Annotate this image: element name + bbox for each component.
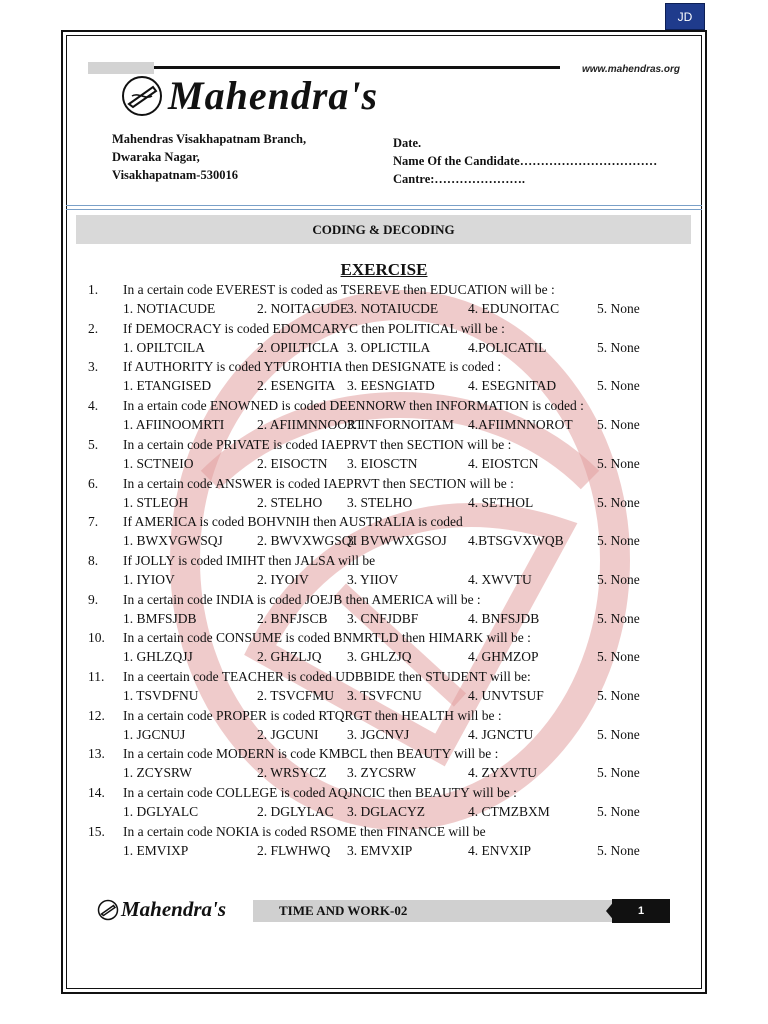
question-number: 7. — [88, 514, 99, 530]
pen-emblem-icon — [97, 899, 119, 921]
divider — [66, 205, 702, 206]
answer-option: 3. TSVFCNU — [347, 688, 422, 703]
answer-option: 2. JGCUNI — [257, 726, 319, 742]
centre-field: Cantre:…………………. — [393, 172, 526, 186]
answer-option: 4.BTSGVXWQB — [468, 533, 564, 549]
answer-option: 3. INFORNOITAM — [347, 417, 454, 433]
date-field: Date. — [393, 136, 422, 150]
divider — [66, 209, 702, 210]
answer-option: 4. EDUNOITAC — [468, 301, 560, 316]
answer-option: 1. STLEOH — [123, 494, 189, 510]
answer-option: 5. None — [597, 455, 640, 471]
question-number: 13. — [88, 746, 105, 762]
answer-option: 4. ESEGNITAD — [468, 378, 557, 394]
question-text: In a certain code ANSWER is coded IAEPRVT then SECTION will be : — [123, 475, 514, 491]
answer-option: 4.POLICATIL — [468, 339, 547, 355]
answer-option: 1. OPILTCILA — [123, 339, 206, 355]
answer-option: 4. CTMZBXM — [468, 804, 550, 820]
answer-option: 5. None — [597, 688, 640, 703]
address-line: Visakhapatnam-530016 — [112, 168, 238, 182]
answer-option: 2. STELHO — [257, 494, 323, 510]
brand-name: Mahendra's — [168, 73, 379, 118]
candidate-fields — [393, 134, 657, 188]
question-number: 10. — [88, 630, 105, 646]
answer-option: 2. OPILTICLA — [257, 339, 340, 355]
answer-option: 2. AFIIMNNOORT — [257, 417, 364, 433]
question-number: 11. — [88, 669, 105, 684]
answer-option: 4. SETHOL — [468, 494, 534, 510]
answer-option: 3. EMVXIP — [347, 842, 413, 858]
answer-option: 5. None — [597, 842, 640, 858]
answer-option: 1. JGCNUJ — [123, 726, 186, 742]
answer-option: 3. STELHO — [347, 494, 413, 510]
answer-option: 4. XWVTU — [468, 571, 532, 587]
page-number: 1 — [612, 899, 670, 923]
question-text: In a certain code EVEREST is coded as TSEREVE then EDUCATION will be : — [123, 282, 555, 297]
answer-option: 4. ZYXVTU — [468, 765, 537, 781]
answer-option: 4. JGNCTU — [468, 726, 534, 742]
question-text: If DEMOCRACY is coded EDOMCARYC then POLITICAL will be : — [123, 320, 505, 336]
answer-option: 5. None — [597, 726, 640, 742]
answer-option: 2. DGLYLAC — [257, 804, 334, 820]
answer-option: 1. TSVDFNU — [123, 688, 199, 703]
question-text: In a certain code PRIVATE is coded IAEPRVT then SECTION will be : — [123, 436, 512, 452]
answer-option: 3. ZYCSRW — [347, 765, 417, 781]
answer-option: 5. None — [597, 301, 640, 316]
question-text: In a ertain code ENOWNED is coded DEENNORW then INFORMATION is coded : — [123, 398, 584, 414]
answer-option: 2. ESENGITA — [257, 378, 336, 394]
answer-option: 2. FLWHWQ — [257, 842, 331, 858]
answer-option: 5. None — [597, 804, 640, 820]
answer-option: 5. None — [597, 533, 640, 549]
footer-brand-name: Mahendra's — [121, 897, 227, 921]
answer-option: 1. BMFSJDB — [123, 610, 197, 626]
footer-title: TIME AND WORK-02 — [253, 900, 613, 922]
question-text: In a ceertain code TEACHER is coded UDBBIDE then STUDENT will be: — [123, 669, 531, 684]
question-text: If AMERICA is coded BOHVNIH then AUSTRALIA is coded — [123, 514, 463, 530]
answer-option: 2. WRSYCZ — [257, 765, 327, 781]
answer-option: 4. ENVXIP — [468, 842, 531, 858]
answer-option: 3. YIIOV — [347, 571, 399, 587]
answer-option: 3. CNFJDBF — [347, 610, 419, 626]
question-number: 5. — [88, 436, 99, 452]
answer-option: 2. BWVXWGSQJ — [257, 533, 357, 549]
answer-option: 5. None — [597, 378, 640, 394]
question-text: If AUTHORITY is coded YTUROHTIA then DESIGNATE is coded : — [123, 359, 502, 375]
answer-option: 2. NOITACUDE — [257, 301, 349, 316]
answer-option: 5. None — [597, 571, 640, 587]
answer-option: 5. None — [597, 417, 640, 433]
question-number: 8. — [88, 552, 99, 568]
question-number: 15. — [88, 823, 105, 839]
answer-option: 3. EESNGIATD — [347, 378, 435, 394]
answer-option: 5. None — [597, 765, 640, 781]
question-text: In a certain code PROPER is coded RTQRGT then HEALTH will be : — [123, 707, 502, 723]
answer-option: 3. BVWWXGSOJ — [347, 533, 447, 549]
answer-option: 5. None — [597, 610, 640, 626]
question-text: In a certain code COLLEGE is coded AQJNCIC then BEAUTY will be : — [123, 785, 517, 801]
question-number: 3. — [88, 359, 99, 375]
question-number: 12. — [88, 707, 105, 723]
question-text: In a certain code NOKIA is coded RSOME then FINANCE will be — [123, 823, 486, 839]
answer-option: 4.AFIIMNNOROT — [468, 417, 573, 433]
exercise-heading: EXERCISE — [340, 260, 428, 279]
answer-option: 1. AFIINOOMRTI — [123, 417, 225, 433]
question-text: If JOLLY is coded IMIHT then JALSA will be — [123, 552, 376, 568]
answer-option: 2. GHZLJQ — [257, 649, 322, 665]
answer-option: 5. None — [597, 649, 640, 665]
question-number: 2. — [88, 320, 99, 336]
answer-option: 1. SCTNEIO — [123, 455, 194, 471]
website-link[interactable]: www.mahendras.org — [582, 64, 680, 75]
answer-option: 4. EIOSTCN — [468, 455, 539, 471]
question-number: 14. — [88, 785, 105, 801]
answer-option: 5. None — [597, 494, 640, 510]
question-number: 4. — [88, 398, 99, 414]
answer-option: 3. OPLICTILA — [347, 339, 431, 355]
address-line: Mahendras Visakhapatnam Branch, — [112, 132, 307, 146]
answer-option: 2. EISOCTN — [257, 455, 328, 471]
answer-option: 1. ETANGISED — [123, 378, 212, 394]
footer-brand — [97, 896, 247, 926]
answer-option: 2. BNFJSCB — [257, 610, 328, 626]
address-line: Dwaraka Nagar, — [112, 150, 200, 164]
answer-option: 1. BWXVGWSQJ — [123, 533, 223, 549]
question-number: 6. — [88, 475, 99, 491]
candidate-name-field: Name Of the Candidate…………………………… — [393, 154, 658, 168]
answer-option: 3. JGCNVJ — [347, 726, 410, 742]
answer-option: 3. EIOSCTN — [347, 455, 418, 471]
question-text: In a certain code INDIA is coded JOEJB then AMERICA will be : — [123, 591, 481, 607]
header-rule — [154, 66, 560, 69]
brand-logo — [120, 72, 410, 120]
answer-option: 2. TSVCFMU — [257, 688, 335, 703]
answer-option: 1. NOTIACUDE — [123, 301, 216, 316]
corner-badge: JD — [665, 3, 705, 30]
answer-option: 1. GHLZQJJ — [123, 649, 193, 665]
question-text: In a certain code CONSUME is coded BNMRTLD then HIMARK will be : — [123, 630, 531, 646]
answer-option: 3. GHLZJQ — [347, 649, 412, 665]
answer-option: 5. None — [597, 339, 640, 355]
answer-option: 4. GHMZOP — [468, 649, 539, 665]
answer-option: 1. ZCYSRW — [123, 765, 193, 781]
answer-option: 3. NOTAIUCDE — [347, 301, 439, 316]
answer-option: 2. IYOIV — [257, 571, 309, 587]
question-number: 1. — [88, 282, 99, 297]
answer-option: 1. EMVIXP — [123, 842, 189, 858]
section-title: CODING & DECODING — [76, 215, 691, 244]
answer-option: 3. DGLACYZ — [347, 804, 425, 820]
question-number: 9. — [88, 591, 99, 607]
answer-option: 4. UNVTSUF — [468, 688, 544, 703]
answer-option: 4. BNFSJDB — [468, 610, 540, 626]
pen-emblem-icon — [120, 74, 164, 118]
answer-option: 1. IYIOV — [123, 571, 175, 587]
answer-option: 1. DGLYALC — [123, 804, 199, 820]
branch-address — [112, 130, 306, 184]
question-text: In a certain code MODERN is code KMBCL then BEAUTY will be : — [123, 746, 499, 762]
